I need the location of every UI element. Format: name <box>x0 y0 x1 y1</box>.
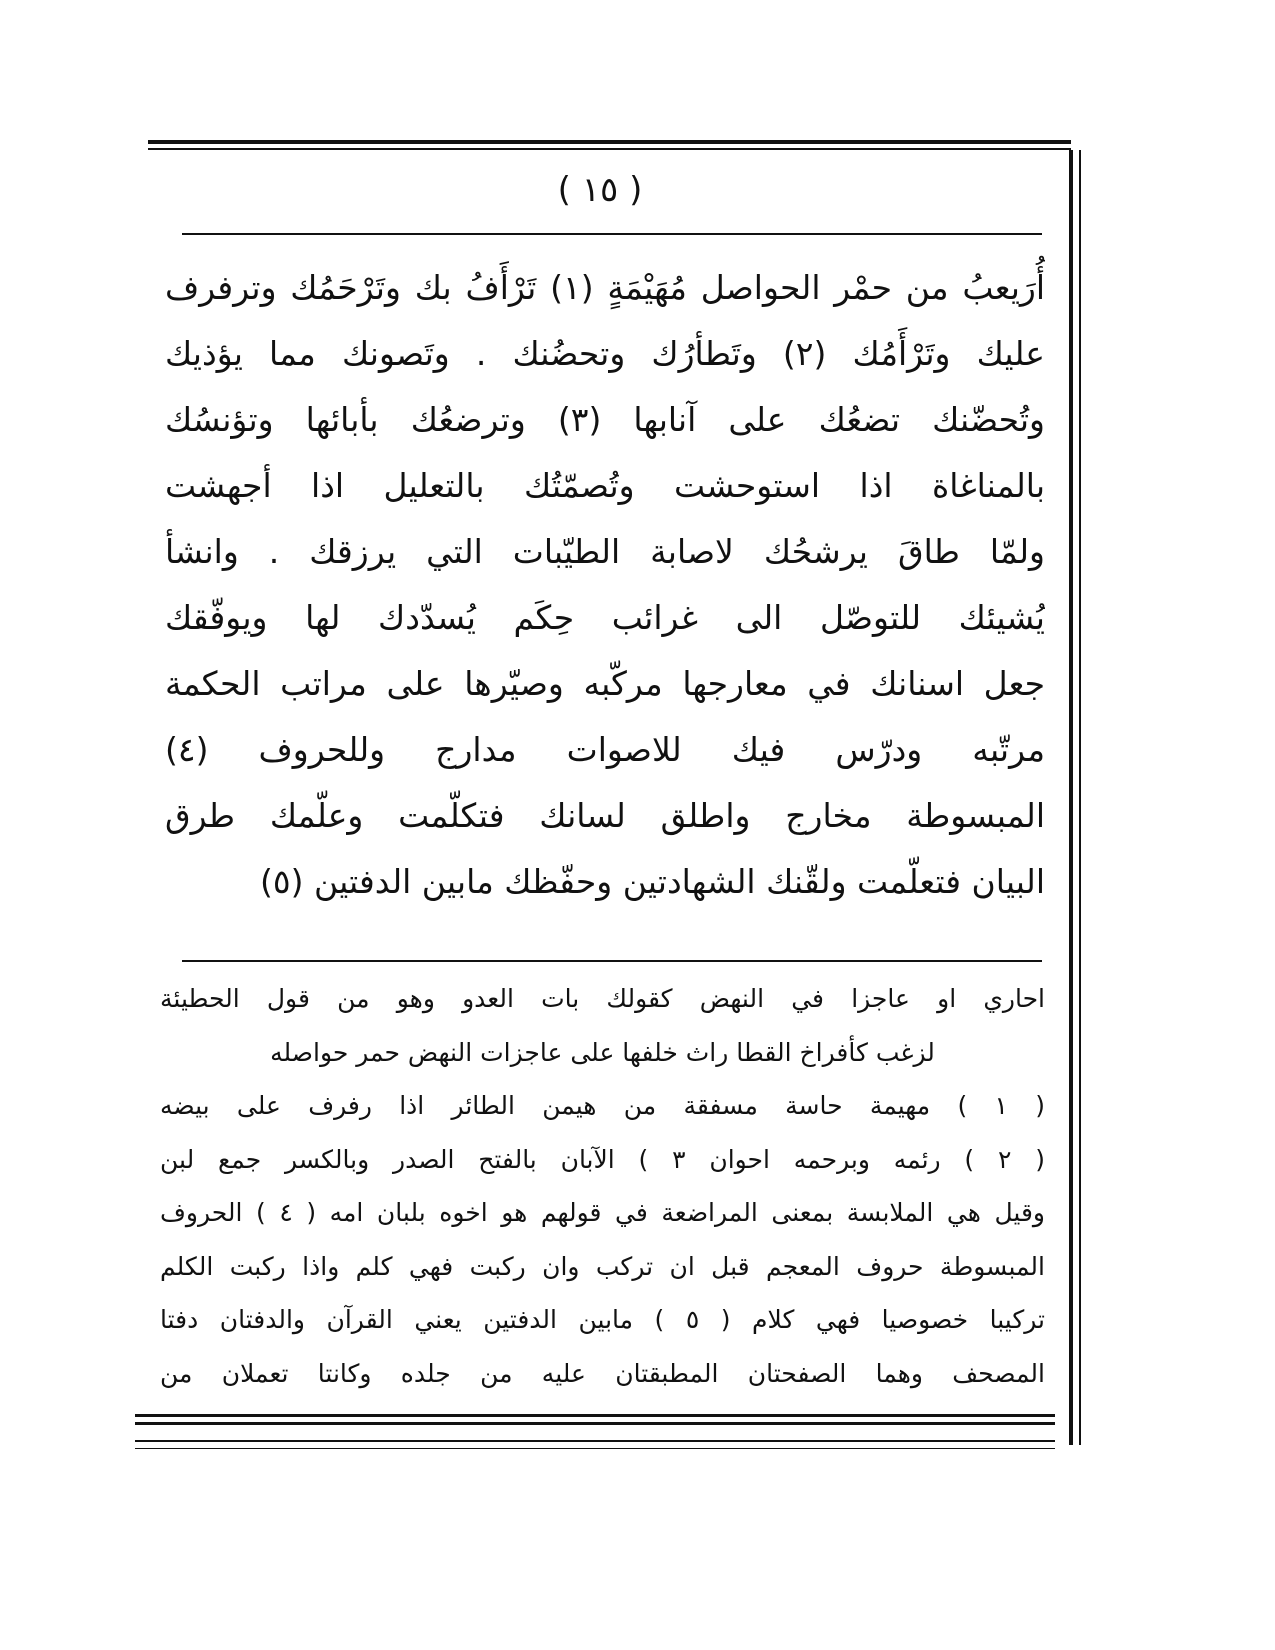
right-border-rule-thin <box>1079 150 1081 1445</box>
main-text-line: المبسوطة مخارج واطلق لسانك فتكلّمت وعلّمك طرق <box>165 796 1045 835</box>
main-text-line: أُرَيعبُ من حمْر الحواصل مُهَيْمَةٍ (١) تَرْأَفُ بك وتَرْحَمُك وترفرف <box>165 268 1045 307</box>
footnote-line: ( ١ ) مهيمة حاسة مسفقة من هيمن الطائر اذا رفرف على بيضه <box>160 1091 1045 1120</box>
top-border-rule <box>148 140 1071 144</box>
main-text-block <box>165 255 1045 915</box>
main-text-line: يُشيئك للتوصّل الى غرائب حِكَم يُسدّدك لها ويوفّقك <box>165 598 1045 637</box>
page-number: ( ١٥ ) <box>557 170 643 210</box>
footnote-line: وقيل هي الملابسة بمعنى المراضعة في قولهم هو اخوه بلبان امه ( ٤ ) الحروف <box>160 1198 1045 1227</box>
footnote-line: تركيبا خصوصيا فهي كلام ( ٥ ) مابين الدفتين يعني القرآن والدفتان دفتا <box>160 1305 1045 1334</box>
footnote-line: المبسوطة حروف المعجم قبل ان تركب وان ركبت فهي كلم واذا ركبت الكلم <box>160 1251 1045 1281</box>
right-border-rule <box>1069 150 1073 1445</box>
footnote-line: لزغب كأفراخ القطا راث خلفها على عاجزات النهض حمر حواصله <box>270 1037 935 1067</box>
main-text-line: مرتّبه ودرّس فيك للاصوات مدارج وللحروف (٤) <box>165 730 1045 769</box>
footnotes-block <box>160 972 1045 1400</box>
main-text-line: جعل اسنانك في معارجها مركّبه وصيّرها على مراتب الحكمة <box>165 664 1045 703</box>
main-text-line: وتُحضّنك تضعُك على آنابها (٣) وترضعُك بأبائها وتؤنسُك <box>165 400 1045 439</box>
main-text-line: ولمّا طاقَ يرشحُك لاصابة الطيّبات التي يرزقك . وانشأ <box>165 532 1045 571</box>
header-divider <box>182 233 1042 235</box>
footnote-line: المصحف وهما الصفحتان المطبقتان عليه من جلده وكانتا تعملان من <box>160 1358 1045 1388</box>
footnote-line: احاري او عاجزا في النهض كقولك بات العدو وهو من قول الحطيئة <box>160 984 1045 1013</box>
footnote-line: ( ٢ ) رئمه وبرحمه احوان ٣ ) الآبان بالفتح الصدر وبالكسر جمع لبن <box>160 1144 1045 1174</box>
footnote-divider <box>182 960 1042 962</box>
bottom-border-rule <box>135 1448 1055 1449</box>
main-text-line: بالمناغاة اذا استوحشت وتُصمّتُك بالتعليل اذا أجهشت <box>165 466 1045 505</box>
main-text-line: عليك وتَرْأَمُك (٢) وتَطأرُك وتحضُنك . وتَصونك مما يؤذيك <box>165 334 1045 373</box>
main-text-line: البيان فتعلّمت ولقّنك الشهادتين وحفّظك مابين الدفتين (٥) <box>259 862 1045 901</box>
bottom-border-rule <box>135 1414 1055 1417</box>
top-border-rule-thin <box>148 148 1071 150</box>
bottom-border-rule <box>135 1440 1055 1442</box>
bottom-border-rule <box>135 1422 1055 1425</box>
